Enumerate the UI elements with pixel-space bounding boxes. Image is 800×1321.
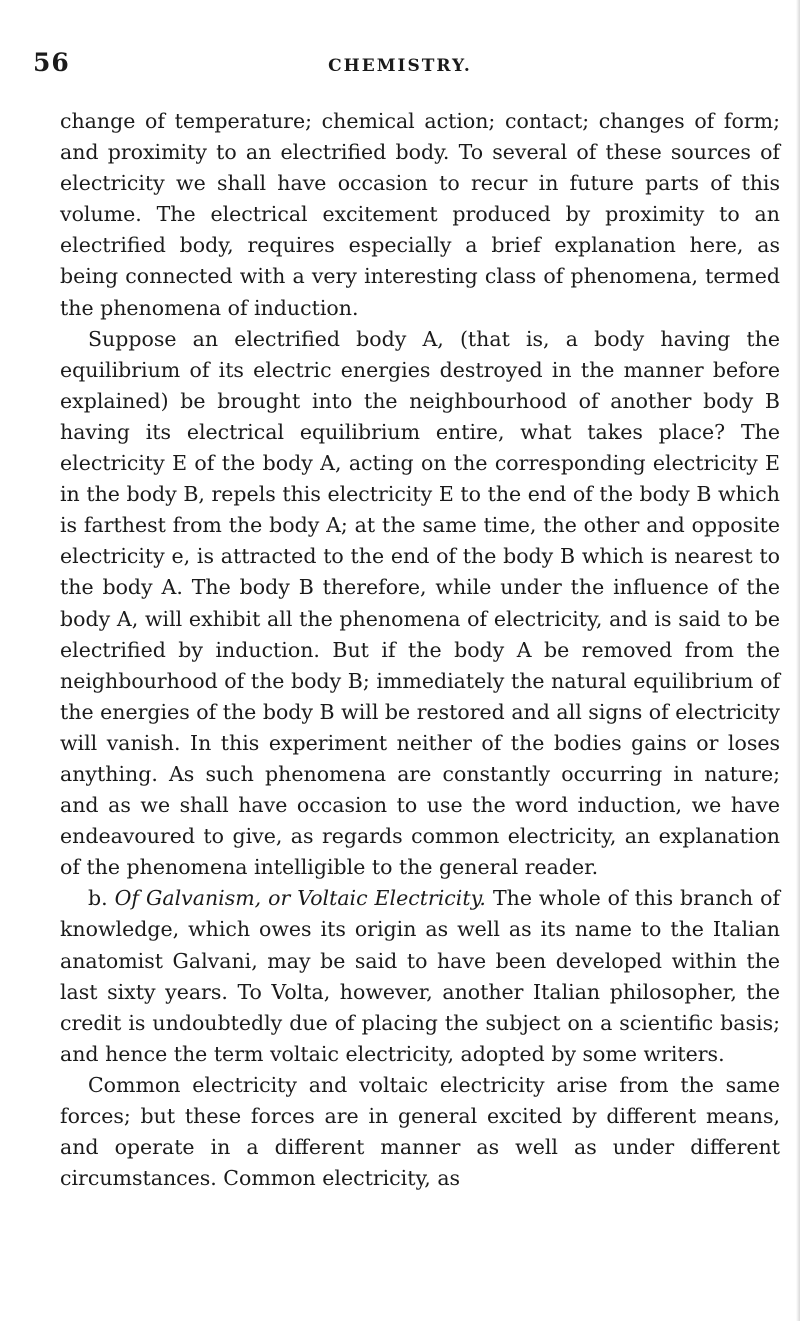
section-b-paragraph [60,883,780,1070]
section-b-heading: Of Galvanism, or Voltaic Electricity. [114,886,486,911]
section-b-label: b. [88,886,108,911]
section-b-text: The whole of this branch of knowledge, which owes its origin as well as its name to the Italian anatomist Galvani, may be said to have been developed within the last sixty years. To Volta, however, another Italian philosopher, the credit is undoubtedly due of placing the subject on a scientific basis; and hence the term voltaic electricity, adopted by some writers. [60,886,780,1066]
paragraph-continuation: change of temperature; chemical action; contact; changes of form; and proximity to an electrified body. To several of these sources of electricity we shall have occasion to recur in future parts of this volume. The electrical excitement produced by proximity to an electrified body, requires especially a brief explanation here, as being connected with a very interesting class of phenomena, termed the phenomena of induction. [60,109,780,320]
body-text [60,106,780,1194]
running-title: CHEMISTRY. [328,56,472,76]
page-number: 56 [33,48,70,77]
paragraph-common-electricity: Common electricity and voltaic electricity arise from the same forces; but these forces are in general excited by different means, and operate in a different manner as well as under different circumstances. Common electricity, as [60,1072,780,1191]
paragraph-induction: Suppose an electrified body A, (that is, a body having the equilibrium of its electric energies destroyed in the manner before explained) be brought into the neighbourhood of another body B having its electrical equilibrium entire, what takes place? The electricity E of the body A, acting on the corresponding electricity E in the body B, repels this electricity E to the end of the body B which is farthest from the body A; at the same time, the other and opposite electricity e, is attracted to the end of the body B which is nearest to the body A. The body B therefore, while under the influence of the body A, will exhibit all the phenomena of electricity, and is said to be electrified by induction. But if the body A be removed from the neighbourhood of the body B; immediately the natural equilibrium of the energies of the body B will be restored and all signs of electricity will vanish. In this experiment neither of the bodies gains or loses anything. As such phenomena are constantly occurring in nature; and as we shall have occasion to use the word induction, we have endeavoured to give, as regards common electricity, an explanation of the phenomena intelligible to the general reader. [60,326,780,880]
page-edge-shadow [796,0,800,1321]
